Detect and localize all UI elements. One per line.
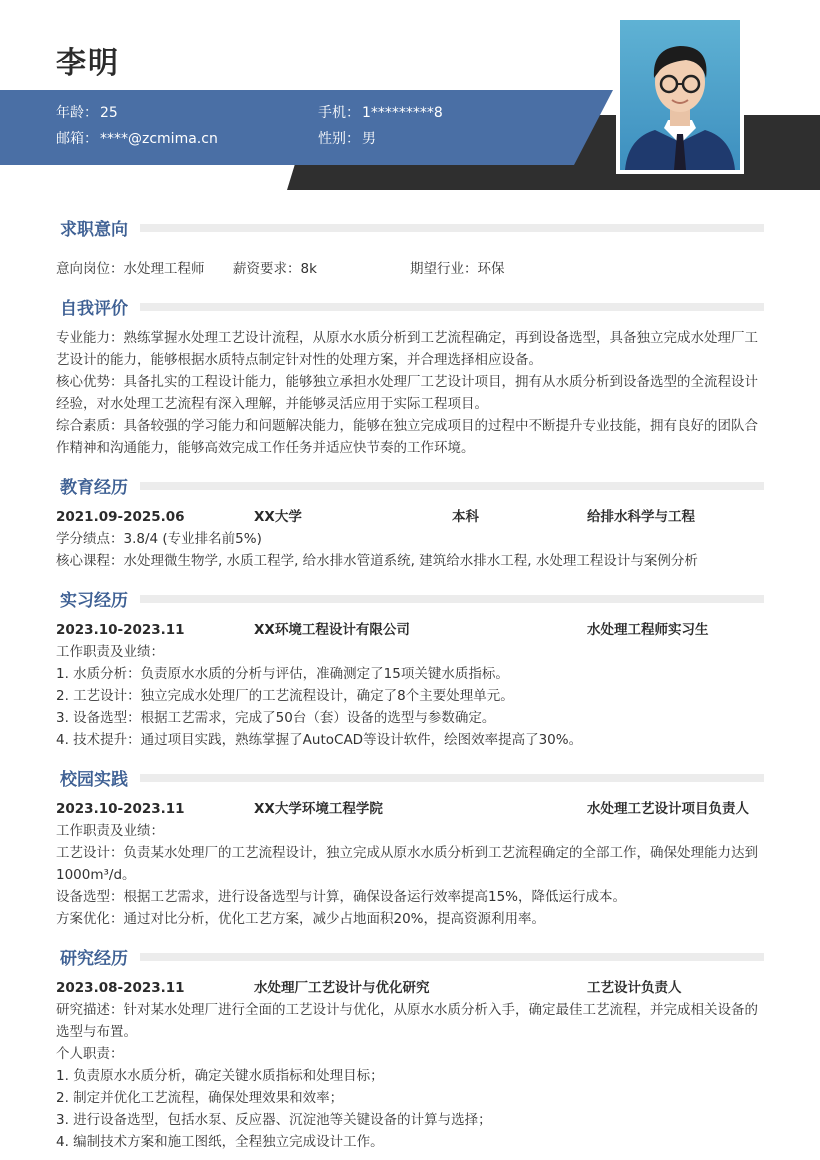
section-title-intern: 实习经历 [60, 591, 128, 611]
section-edu [56, 473, 764, 498]
section-title-intent: 求职意向 [60, 220, 128, 240]
section-divider [140, 224, 764, 232]
intent-industry: 期望行业：环保 [410, 261, 505, 277]
avatar [620, 20, 740, 170]
section-divider [140, 953, 764, 961]
intern-company: XX环境工程设计有限公司 [254, 622, 410, 638]
section-title-campus: 校园实践 [60, 770, 128, 790]
gender-label: 性别： [318, 131, 360, 147]
age-label: 年龄： [56, 105, 98, 121]
campus-line: 工作职责及业绩： [56, 823, 164, 839]
edu-major: 给排水科学与工程 [587, 509, 695, 525]
edu-gpa: 学分绩点：3.8/4 (专业排名前5%) [56, 531, 262, 547]
research-row [56, 977, 764, 999]
resume-body [56, 207, 764, 1153]
resume-header [0, 0, 820, 195]
intern-date: 2023.10-2023.11 [56, 622, 185, 638]
intern-line: 工作职责及业绩： [56, 644, 164, 660]
edu-row [56, 506, 764, 528]
gender-value: 男 [362, 131, 376, 147]
research-date: 2023.08-2023.11 [56, 980, 185, 996]
section-self [56, 294, 764, 319]
self-eval-professional: 专业能力：熟练掌握水处理工艺设计流程，从原水水质分析到工艺流程确定，再到设备选型，具备独立完成水处理厂工艺设计的能力，能够根据水质特点制定针对性的处理方案，并合理选择相应设备。 [56, 330, 758, 368]
edu-school: XX大学 [254, 509, 302, 525]
campus-line: 设备选型：根据工艺需求，进行设备选型与计算，确保设备运行效率提高15%，降低运行成本。 [56, 889, 627, 905]
section-campus [56, 765, 764, 790]
section-divider [140, 303, 764, 311]
intern-line: 2. 工艺设计：独立完成水处理厂的工艺流程设计，确定了8个主要处理单元。 [56, 688, 514, 704]
section-title-edu: 教育经历 [60, 478, 128, 498]
research-line: 4. 编制技术方案和施工图纸，全程独立完成设计工作。 [56, 1134, 384, 1150]
campus-row [56, 798, 764, 820]
research-line: 1. 负责原水水质分析，确定关键水质指标和处理目标； [56, 1068, 384, 1084]
age-info [56, 102, 118, 122]
phone-label: 手机： [318, 105, 360, 121]
intent-row [56, 258, 764, 280]
research-role: 工艺设计负责人 [587, 980, 682, 996]
campus-org: XX大学环境工程学院 [254, 801, 383, 817]
email-label: 邮箱： [56, 131, 98, 147]
profile-photo [616, 16, 744, 174]
intent-salary: 薪资要求：8k [233, 261, 317, 277]
edu-courses: 核心课程：水处理微生物学, 水质工程学, 给水排水管道系统, 建筑给水排水工程, 水处理工程设计与案例分析 [56, 553, 698, 569]
campus-role: 水处理工艺设计项目负责人 [587, 801, 749, 817]
intent-position: 意向岗位：水处理工程师 [56, 261, 205, 277]
candidate-name: 李明 [56, 46, 120, 81]
section-title-research: 研究经历 [60, 949, 128, 969]
edu-date: 2021.09-2025.06 [56, 509, 185, 525]
section-divider [140, 482, 764, 490]
research-project: 水处理厂工艺设计与优化研究 [254, 980, 430, 996]
intern-line: 1. 水质分析：负责原水水质的分析与评估，准确测定了15项关键水质指标。 [56, 666, 509, 682]
intern-line: 4. 技术提升：通过项目实践，熟练掌握了AutoCAD等设计软件，绘图效率提高了30%。 [56, 732, 583, 748]
email-info [56, 128, 218, 148]
section-title-self: 自我评价 [60, 299, 128, 319]
intern-role: 水处理工程师实习生 [587, 622, 709, 638]
section-divider [140, 774, 764, 782]
intern-row [56, 619, 764, 641]
section-research [56, 944, 764, 969]
person-portrait-icon [620, 20, 740, 170]
age-value: 25 [100, 105, 118, 121]
phone-info [318, 102, 443, 122]
section-intern [56, 586, 764, 611]
intern-line: 3. 设备选型：根据工艺需求，完成了50台（套）设备的选型与参数确定。 [56, 710, 496, 726]
campus-line: 方案优化：通过对比分析，优化工艺方案，减少占地面积20%，提高资源利用率。 [56, 911, 546, 927]
self-eval-strength: 核心优势：具备扎实的工程设计能力，能够独立承担水处理厂工艺设计项目，拥有从水质分析到设备选型的全流程设计经验，对水处理工艺流程有深入理解，并能够灵活应用于实际工程项目。 [56, 374, 758, 412]
research-line: 2. 制定并优化工艺流程，确保处理效果和效率； [56, 1090, 344, 1106]
self-eval-quality: 综合素质：具备较强的学习能力和问题解决能力，能够在独立完成项目的过程中不断提升专业技能，拥有良好的团队合作精神和沟通能力，能够高效完成工作任务并适应快节奏的工作环境。 [56, 418, 758, 456]
section-divider [140, 595, 764, 603]
research-line: 研究描述：针对某水处理厂进行全面的工艺设计与优化，从原水水质分析入手，确定最佳工艺流程，并完成相关设备的选型与布置。 [56, 1002, 758, 1040]
phone-value: 1*********8 [362, 105, 443, 121]
research-line: 3. 进行设备选型，包括水泵、反应器、沉淀池等关键设备的计算与选择； [56, 1112, 492, 1128]
research-line: 个人职责： [56, 1046, 124, 1062]
gender-info [318, 128, 376, 148]
edu-degree: 本科 [452, 509, 479, 525]
section-intent [56, 215, 764, 240]
email-value: ****@zcmima.cn [100, 131, 218, 147]
campus-line: 工艺设计：负责某水处理厂的工艺流程设计，独立完成从原水水质分析到工艺流程确定的全部工作，确保处理能力达到1000m³/d。 [56, 845, 758, 883]
campus-date: 2023.10-2023.11 [56, 801, 185, 817]
